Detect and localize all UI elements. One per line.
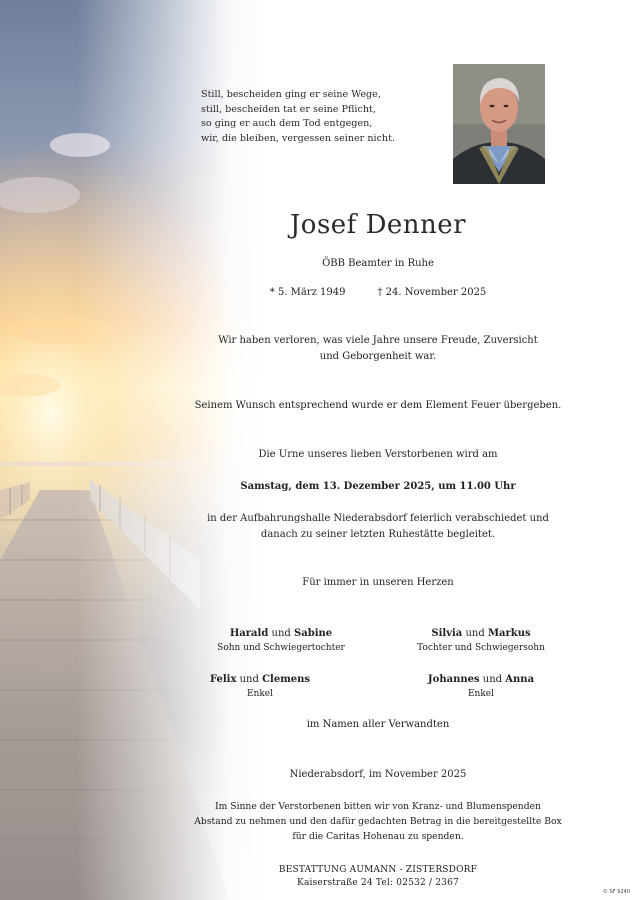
mourner-und: und [239, 674, 259, 685]
mourner-relation: Sohn und Schwiegertochter [217, 643, 345, 653]
deceased-occupation: ÖBB Beamter in Ruhe [322, 258, 434, 269]
poem [201, 88, 451, 146]
mourner-first: Johannes [427, 674, 480, 685]
loss-paragraph [170, 333, 586, 365]
text-line: Im Sinne der Verstorbenen bitten wir von Kranz- und Blumenspenden [215, 801, 541, 812]
deceased-name: Josef Denner [289, 210, 467, 240]
mourner-second: Anna [505, 674, 535, 685]
wish-text: Seinem Wunsch entsprechend wurde er dem Element Feuer übergeben. [194, 400, 562, 411]
mourner-names [406, 626, 556, 641]
mourner-second: Markus [487, 628, 531, 639]
ceremony-date: Samstag, dem 13. Dezember 2025, um 11.00 Uhr [240, 481, 516, 492]
death-date: † 24. November 2025 [377, 287, 487, 298]
funeral-home-address: Kaiserstraße 24 Tel: 02532 / 2367 [297, 878, 459, 888]
donation-paragraph [170, 799, 586, 844]
mourner-und: und [465, 628, 485, 639]
mourner-entry [406, 672, 556, 702]
mourner-relation: Enkel [246, 689, 274, 699]
mourner-names [206, 626, 356, 641]
poem-line: so ging er auch dem Tod entgegen, [201, 118, 373, 130]
text-line: Wir haben verloren, was viele Jahre unsere Freude, Zuversicht [218, 335, 538, 346]
funeral-home-name: BESTATTUNG AUMANN - ZISTERSDORF [278, 865, 478, 875]
portrait-photo [453, 64, 545, 184]
poem-line: Still, bescheiden ging er seine Wege, [201, 89, 381, 100]
mourner-und: und [271, 628, 291, 639]
mourner-first: Silvia [431, 628, 463, 639]
mourner-entry [406, 626, 556, 656]
mourner-entry [185, 672, 335, 702]
mourner-relation: Tochter und Schwiegersohn [417, 643, 545, 653]
mourner-first: Harald [229, 628, 269, 639]
print-code: © SF 9240 [603, 889, 630, 895]
text-line: danach zu seiner letzten Ruhestätte begleitet. [260, 529, 496, 540]
text-line: in der Aufbahrungshalle Niederabsdorf feierlich verabschiedet und [207, 513, 549, 524]
mourner-relation: Enkel [467, 689, 495, 699]
text-line: und Geborgenheit war. [319, 351, 437, 362]
forever-text: Für immer in unseren Herzen [302, 577, 454, 588]
mourner-und: und [482, 674, 503, 685]
place-date: Niederabsdorf, im November 2025 [289, 769, 467, 780]
mourner-entry [206, 626, 356, 656]
text-line: für die Caritas Hohenau zu spenden. [292, 831, 464, 842]
life-dates [170, 287, 586, 298]
birth-date: * 5. März 1949 [269, 287, 346, 298]
text-line: Abstand zu nehmen und den dafür gedachten Betrag in die bereitgestellte Box [194, 816, 562, 827]
poem-line: still, bescheiden tat er seine Pflicht, [201, 103, 376, 115]
mourner-names [185, 672, 335, 687]
mourner-first: Felix [209, 674, 237, 685]
poem-line: wir, die bleiben, vergessen seiner nicht. [201, 132, 396, 144]
urn-text: Die Urne unseres lieben Verstorbenen wird am [258, 449, 498, 460]
mourner-names [406, 672, 556, 687]
relatives-text: im Namen aller Verwandten [306, 719, 450, 730]
mourner-second: Clemens [262, 674, 311, 685]
farewell-paragraph [170, 511, 586, 543]
mourner-second: Sabine [294, 628, 333, 639]
funeral-home-footer [170, 864, 586, 890]
